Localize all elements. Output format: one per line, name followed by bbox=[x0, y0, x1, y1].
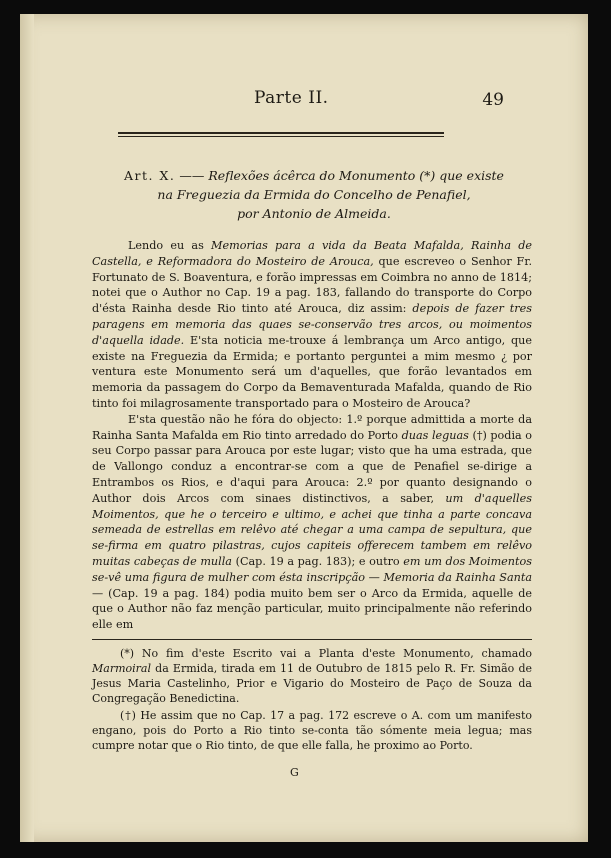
page-header bbox=[20, 88, 588, 116]
footnotes bbox=[92, 646, 532, 755]
printer-signature-mark: G bbox=[290, 766, 299, 779]
running-head: Parte II. bbox=[254, 88, 329, 108]
article-title-line-1: Art. X. —— Reflexões ácêrca do Monumento (*) que existe bbox=[124, 168, 504, 183]
article-title bbox=[104, 166, 524, 223]
italic-span: um d'aquelles Moimentos, que he o terceiro e ultimo, e achei que tinha a parte concava semeada de estrellas em relêvo até chegar a uma campa de sepultura, que se-firma em quatro pilastras, cujos capiteis offerecem tambem em relêvo muitas cabeças de mulla bbox=[92, 491, 532, 568]
italic-span: Memorias para a vida da Beata Mafalda, Rainha de Castella, e Reformadora do Mosteiro de Arouca, bbox=[92, 239, 532, 268]
page-gutter bbox=[20, 14, 34, 842]
header-rule bbox=[118, 132, 444, 134]
article-label: Art. X. bbox=[124, 168, 176, 183]
footnote-1: (*) No fim d'este Escrito vai a Planta d'este Monumento, chamado Marmoiral da Ermida, tirada em 11 de Outubro de 1815 pelo R. Fr. Simão de Jesus Maria Castelinho, Prior e Vigario do Mosteiro de Paço de Souza da Congregação Benedictina. bbox=[92, 647, 532, 705]
article-title-line-2: na Freguezia da Ermida do Concelho de Penafiel, bbox=[157, 187, 471, 202]
page-number: 49 bbox=[482, 90, 504, 110]
article-body bbox=[92, 238, 532, 633]
italic-span: Marmoiral bbox=[92, 662, 151, 675]
italic-span: em um dos Moimentos se-vê uma figura de mulher com ésta inscripção — Memoria da Rainha Santa bbox=[92, 554, 532, 584]
book-page bbox=[20, 14, 588, 842]
footnote-2: (†) He assim que no Cap. 17 a pag. 172 escreve o A. com um manifesto engano, pois do Porto a Rio tinto se-conta tão sómente meia legua; mas cumpre notar que o Rio tinto, de que elle falla, he proximo ao Porto. bbox=[92, 709, 532, 752]
italic-span: depois de fazer tres paragens em memoria das quaes se-conservão tres arcos, ou moimentos d'aquella idade. bbox=[92, 302, 532, 347]
paragraph-1: Lendo eu as Memorias para a vida da Beata Mafalda, Rainha de Castella, e Reformadora do Mosteiro de Arouca, que escreveo o Senhor Fr. Fortunato de S. Boaventura, e forão impressas em Coimbra no anno de 1814; notei que o Author no Cap. 19 a pag. 183, fallando do transporte do Corpo d'ésta Rainha desde Rio tinto até Arouca, diz assim: depois de fazer tres paragens em memoria das quaes se-conservão tres arcos, ou moimentos d'aquella idade. E'sta noticia me-trouxe á lembrança um Arco antigo, que existe na Freguezia da Ermida; e portanto perguntei a mim mesmo ¿ por ventura este Monumento será um d'aquelles, que forão levantados em memoria da passagem do Corpo da Bemaventurada Mafalda, quando de Rio tinto foi milagrosamente transportado para o Mosteiro de Arouca? bbox=[92, 239, 532, 410]
paragraph-2: E'sta questão não he fóra do objecto: 1.º porque admittida a morte da Rainha Santa Mafalda em Rio tinto arredado do Porto duas leguas (†) podia o seu Corpo passar para Arouca por este lugar; visto que ha uma estrada, que de Vallongo conduz a encontrar-se com a que de Penafiel se-dirige a Entrambos os Rios, e d'aqui para Arouca: 2.º por quanto designando o Author dois Arcos com sinaes distinctivos, a saber, um d'aquelles Moimentos, que he o terceiro e ultimo, e achei que tinha a parte concava semeada de estrellas em relêvo até chegar a uma campa de sepultura, que se-firma em quatro pilastras, cujos capiteis offerecem tambem em relêvo muitas cabeças de mulla (Cap. 19 a pag. 183); e outro em um dos Moimentos se-vê uma figura de mulher com ésta inscripção — Memoria da Rainha Santa — (Cap. 19 a pag. 184) podia muito bem ser o Arco da Ermida, aquelle de que o Author não faz menção particular, muito principalmente não referindo elle em bbox=[92, 412, 533, 632]
article-title-text-1: Reflexões ácêrca do Monumento (*) que existe bbox=[208, 168, 504, 183]
article-author-line: por Antonio de Almeida. bbox=[237, 206, 391, 221]
footnote-rule bbox=[92, 639, 532, 640]
italic-span: duas leguas bbox=[401, 428, 469, 442]
